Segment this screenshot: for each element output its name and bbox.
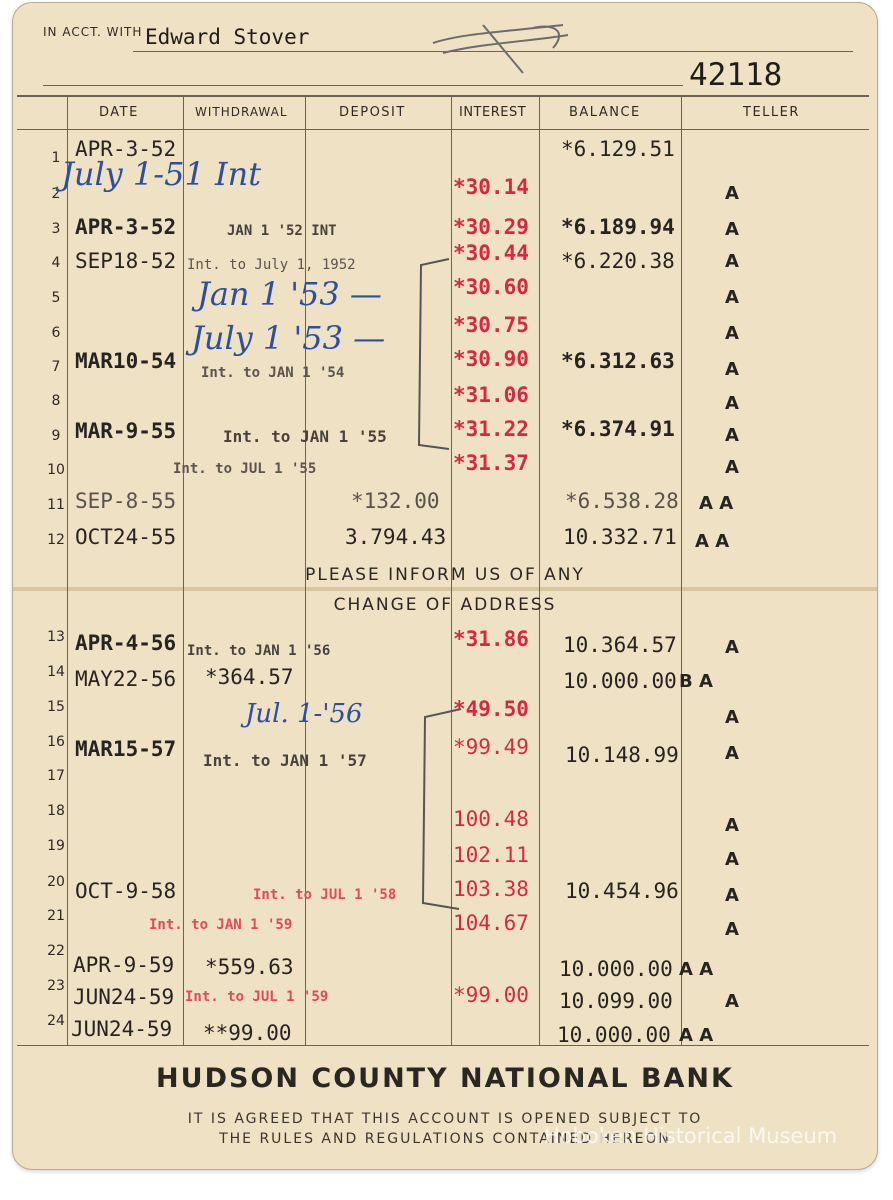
row-number: 8 [51, 393, 61, 409]
row-teller: A A [699, 493, 734, 514]
row-teller: A [725, 849, 739, 870]
row-date: MAR10-54 [75, 349, 177, 373]
row-stamp: Int. to JAN 1 '55 [223, 427, 387, 446]
row-number: 4 [51, 255, 61, 271]
row-teller: A [725, 815, 739, 836]
row-teller: B A [679, 671, 713, 692]
row-date: APR-9-59 [73, 953, 175, 977]
row-interest: 104.67 [453, 911, 529, 935]
row-number: 11 [47, 497, 65, 513]
account-holder-name: Edward Stover [145, 25, 310, 49]
row-date: MAR-9-55 [75, 419, 177, 443]
table-bottom-rule [17, 1045, 869, 1046]
row-interest: 103.38 [453, 877, 529, 901]
row-interest: *99.49 [453, 735, 529, 759]
row-balance: 10.099.00 [559, 989, 673, 1013]
row-interest: *30.14 [453, 175, 529, 199]
row-number: 3 [51, 221, 61, 237]
row-number: 22 [47, 943, 65, 959]
row-balance: *6.538.28 [565, 489, 679, 513]
row-balance: 10.148.99 [565, 743, 679, 767]
row-number: 6 [51, 325, 61, 341]
row-teller: A [725, 637, 739, 658]
row-number: 17 [47, 768, 65, 784]
row-deposit: *132.00 [351, 489, 440, 513]
row-number: 10 [47, 462, 65, 478]
col-header-date: DATE [99, 105, 139, 120]
row-balance: *6.189.94 [561, 215, 675, 239]
row-stamp: Int. to July 1, 1952 [187, 257, 356, 273]
row-teller: A [725, 919, 739, 940]
row-stamp: Int. to JUL 1 '59 [185, 989, 329, 1005]
row-stamp: JAN 1 '52 INT [227, 223, 337, 239]
row-balance: 10.454.96 [565, 879, 679, 903]
row-teller: A A [679, 1025, 714, 1046]
row-number: 5 [51, 290, 61, 306]
row-number: 7 [51, 359, 61, 375]
row-withdrawal: *364.57 [205, 665, 294, 689]
row-interest: *31.86 [453, 627, 529, 651]
row-date: OCT-9-58 [75, 879, 177, 903]
row-stamp: Int. to JAN 1 '56 [187, 643, 331, 659]
row-teller: A [725, 707, 739, 728]
row-balance: *6.374.91 [561, 417, 675, 441]
row-teller: A A [695, 531, 730, 552]
row-number: 19 [47, 838, 65, 854]
row-stamp: Int. to JUL 1 '55 [173, 461, 317, 477]
handwritten-note: July 1 '53 — [191, 319, 386, 357]
row-balance: *6.312.63 [561, 349, 675, 373]
row-teller: A [725, 251, 739, 272]
passbook-page [12, 2, 878, 1170]
column-header-rule [17, 129, 869, 130]
row-withdrawal: **99.00 [203, 1021, 292, 1045]
row-interest: *30.29 [453, 215, 529, 239]
row-date: SEP-8-55 [75, 489, 177, 513]
row-teller: A [725, 425, 739, 446]
row-teller: A [725, 287, 739, 308]
handwritten-note: Jul. 1-'56 [245, 699, 363, 729]
row-interest: *49.50 [453, 697, 529, 721]
row-balance: 10.332.71 [563, 525, 677, 549]
row-number: 23 [47, 978, 65, 994]
row-stamp: Int. to JAN 1 '59 [149, 917, 293, 933]
row-teller: A [725, 457, 739, 478]
row-stamp: Int. to JAN 1 '54 [201, 365, 345, 381]
row-interest: *99.00 [453, 983, 529, 1007]
row-number: 9 [51, 428, 61, 444]
row-date: APR-4-56 [75, 631, 177, 655]
row-number: 21 [47, 908, 65, 924]
row-interest: *30.75 [453, 313, 529, 337]
museum-watermark: Hoboken Historical Museum [544, 1124, 838, 1148]
row-number: 16 [47, 734, 65, 750]
row-interest: 102.11 [453, 843, 529, 867]
row-date: MAY22-56 [75, 667, 177, 691]
handwritten-note: Jan 1 '53 — [197, 275, 382, 313]
center-fold [13, 587, 877, 591]
row-teller: A [725, 359, 739, 380]
table-top-rule [17, 95, 869, 97]
row-interest: *30.44 [453, 241, 529, 265]
in-acct-with-label: IN ACCT. WITH [43, 25, 143, 39]
row-number: 15 [47, 699, 65, 715]
row-number: 13 [47, 629, 65, 645]
row-number: 14 [47, 664, 65, 680]
bank-name: HUDSON COUNTY NATIONAL BANK [156, 1063, 734, 1094]
row-date: SEP18-52 [75, 249, 177, 273]
row-teller: A [725, 219, 739, 240]
scribble-mark [423, 13, 583, 83]
handwritten-note: July 1-51 Int [61, 155, 262, 193]
row-teller: A [725, 183, 739, 204]
row-number: 20 [47, 874, 65, 890]
col-header-balance: BALANCE [569, 105, 641, 120]
row-interest: 100.48 [453, 807, 529, 831]
row-balance: 10.000.00 [563, 669, 677, 693]
row-number: 1 [51, 150, 61, 166]
account-number: 42118 [689, 57, 783, 93]
col-header-deposit: DEPOSIT [339, 105, 406, 120]
row-interest: *31.37 [453, 451, 529, 475]
row-teller: A [725, 323, 739, 344]
row-interest: *30.60 [453, 275, 529, 299]
row-number: 2 [51, 186, 61, 202]
row-teller: A [725, 885, 739, 906]
row-withdrawal: *559.63 [205, 955, 294, 979]
header-rule [43, 85, 683, 86]
row-deposit: 3.794.43 [345, 525, 447, 549]
row-interest: *31.06 [453, 383, 529, 407]
col-header-interest: INTEREST [459, 105, 527, 120]
row-balance: *6.129.51 [561, 137, 675, 161]
col-header-withdrawal: WITHDRAWAL [195, 105, 288, 119]
row-date: JUN24-59 [73, 985, 175, 1009]
row-interest: *30.90 [453, 347, 529, 371]
row-date: APR-3-52 [75, 215, 177, 239]
row-balance: 10.364.57 [563, 633, 677, 657]
bracket-mark [409, 705, 469, 915]
col-header-teller: TELLER [743, 105, 800, 120]
bracket-mark [409, 255, 469, 455]
row-interest: *31.22 [453, 417, 529, 441]
agreement-line-2: THE RULES AND REGULATIONS CONTAINED HEREON [219, 1131, 671, 1147]
row-teller: A [725, 393, 739, 414]
agreement-line-1: IT IS AGREED THAT THIS ACCOUNT IS OPENED SUBJECT TO [187, 1111, 703, 1127]
row-date: JUN24-59 [71, 1017, 173, 1041]
row-teller: A [725, 743, 739, 764]
row-teller: A A [679, 959, 714, 980]
row-balance: *6.220.38 [561, 249, 675, 273]
notice-line-2: CHANGE OF ADDRESS [333, 595, 557, 615]
row-number: 24 [47, 1013, 65, 1029]
notice-line-1: PLEASE INFORM US OF ANY [305, 565, 585, 585]
row-balance: 10.000.00 [557, 1023, 671, 1047]
row-number: 18 [47, 803, 65, 819]
row-number: 12 [47, 532, 65, 548]
row-date: MAR15-57 [75, 737, 177, 761]
row-stamp: Int. to JAN 1 '57 [203, 751, 367, 770]
row-stamp: Int. to JUL 1 '58 [253, 887, 397, 903]
row-date: OCT24-55 [75, 525, 177, 549]
row-date: APR-3-52 [75, 137, 177, 161]
row-teller: A [725, 991, 739, 1012]
row-balance: 10.000.00 [559, 957, 673, 981]
